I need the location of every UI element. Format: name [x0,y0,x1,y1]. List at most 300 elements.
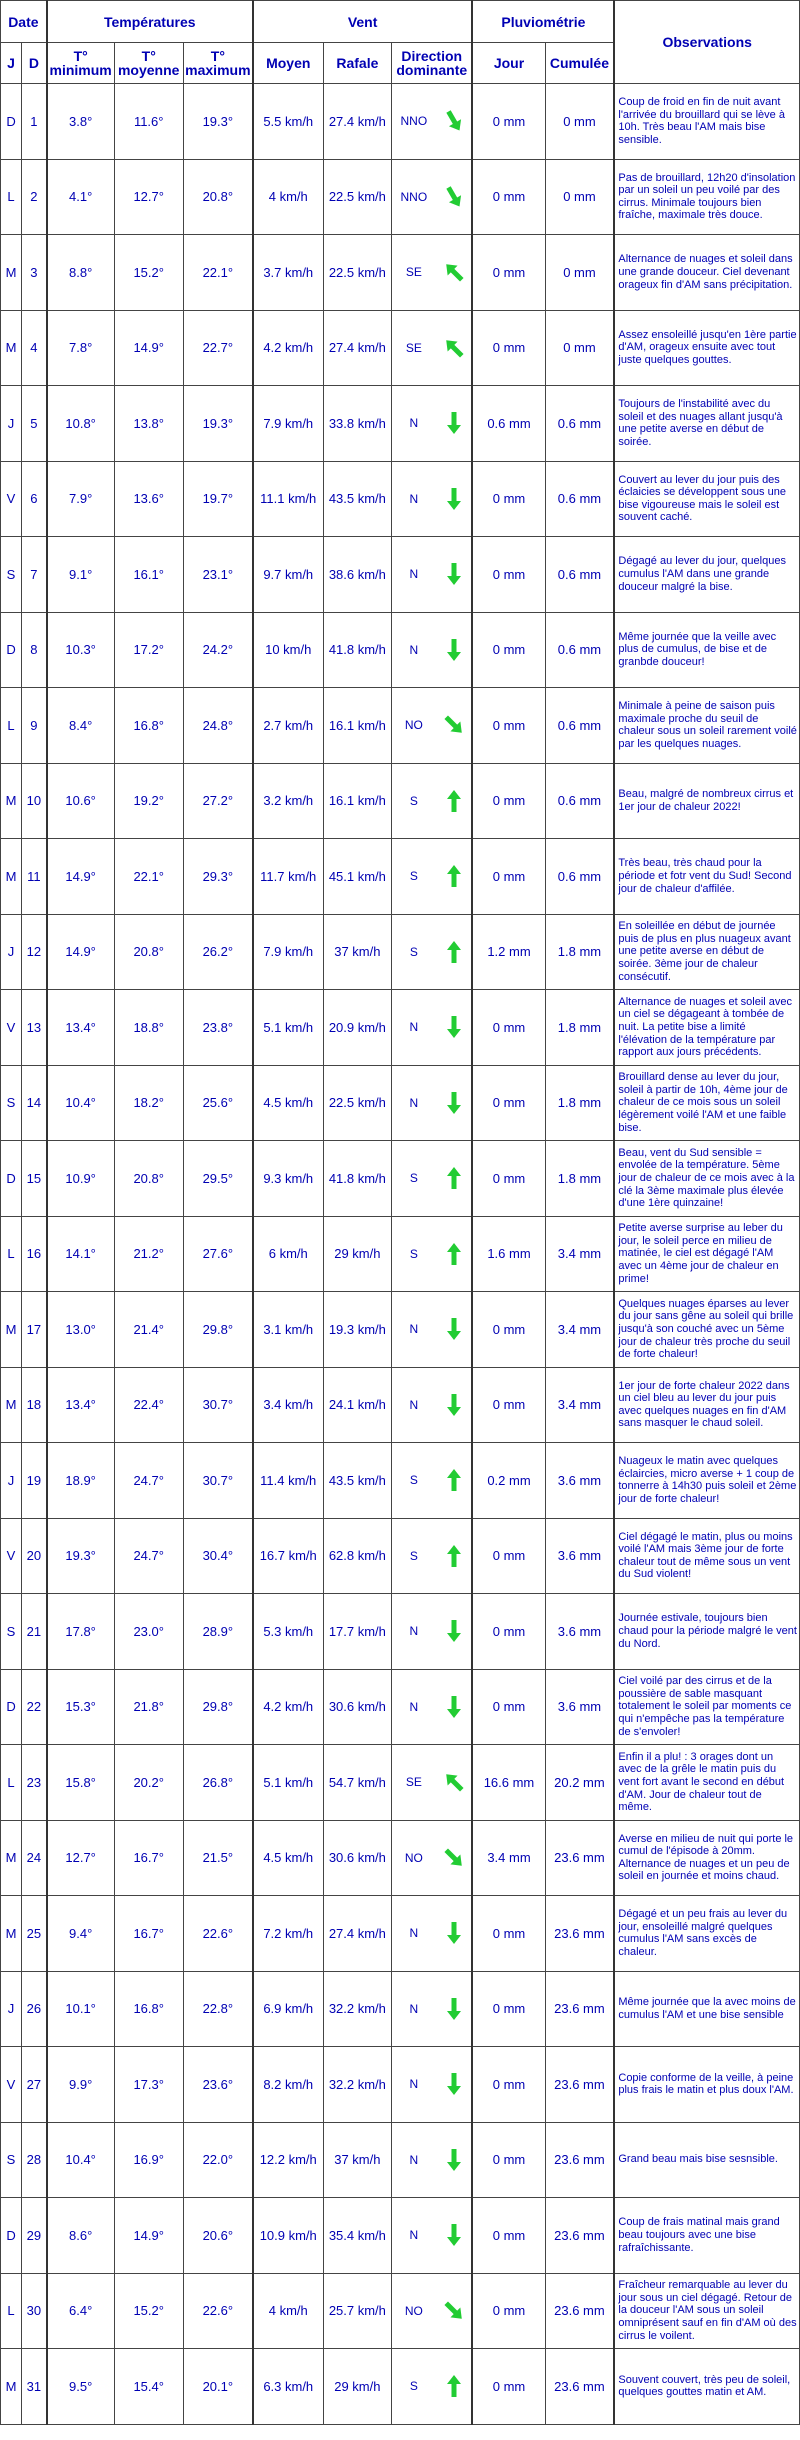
table-row [1,839,800,915]
wind-direction: N [392,461,436,537]
day-letter: S [1,2122,22,2198]
wind-gust: 22.5 km/h [323,235,391,311]
table-row [1,2047,800,2123]
table-row [1,763,800,839]
temp-avg: 17.2° [114,612,183,688]
temp-avg: 16.8° [114,1971,183,2047]
temp-avg: 22.4° [114,1367,183,1443]
temp-avg: 16.7° [114,1820,183,1896]
observation: Souvent couvert, très peu de soleil, quelques gouttes matin et AM. [614,2349,799,2425]
wind-arrow-icon [443,788,465,814]
temp-avg: 21.2° [114,1216,183,1292]
rain-cumulative: 23.6 mm [545,2122,614,2198]
day-number: 7 [22,537,47,613]
wind-direction: N [392,1896,436,1972]
table-row [1,1594,800,1670]
rain-cumulative: 3.6 mm [545,1669,614,1745]
observation: Averse en milieu de nuit qui porte le cumul de l'épisode à 20mm. Alternance de nuages et un peu de soleil en journée et moins chaud. [614,1820,799,1896]
rain-cumulative: 0.6 mm [545,537,614,613]
table-row [1,1292,800,1368]
wind-arrow-icon [443,1996,465,2022]
rain-day: 0 mm [472,1518,545,1594]
temp-min: 13.0° [47,1292,114,1368]
temp-avg: 16.7° [114,1896,183,1972]
table-row [1,1669,800,1745]
temp-max: 27.6° [183,1216,252,1292]
temp-max: 26.8° [183,1745,252,1821]
wind-direction: SE [392,310,436,386]
wind-arrow-icon [443,1467,465,1493]
day-letter: M [1,310,22,386]
wind-gust: 19.3 km/h [323,1292,391,1368]
wind-arrow [436,990,473,1066]
wind-arrow [436,2349,473,2425]
observation: 1er jour de forte chaleur 2022 dans un ciel bleu au lever du jour puis avec quelques nuages en fin d'AM sans masquer le chaud soleil. [614,1367,799,1443]
temp-min: 15.8° [47,1745,114,1821]
table-row [1,159,800,235]
day-letter: M [1,2349,22,2425]
wind-gust: 20.9 km/h [323,990,391,1066]
wind-arrow-icon [443,1543,465,1569]
day-letter: V [1,990,22,1066]
day-number: 25 [22,1896,47,1972]
wind-direction: N [392,612,436,688]
wind-direction: N [392,1367,436,1443]
wind-arrow [436,1065,473,1141]
wind-arrow [436,235,473,311]
temp-max: 29.8° [183,1669,252,1745]
wind-direction: N [392,1065,436,1141]
observation: Très beau, très chaud pour la période et fotr vent du Sud! Second jour de chaleur d'affilée. [614,839,799,915]
observation: Couvert au lever du jour puis des éclaicies se développent sous une bise vigoureuse mais le soleil est souvent caché. [614,461,799,537]
rain-day: 16.6 mm [472,1745,545,1821]
table-row [1,2349,800,2425]
table-row [1,688,800,764]
observation: Ciel voilé par des cirrus et de la poussière de sable masquant totalement le soleil par moments ce qui n'empêche pas la température de s'envoler! [614,1669,799,1745]
temp-avg: 18.2° [114,1065,183,1141]
rain-cumulative: 3.4 mm [545,1216,614,1292]
temp-min: 13.4° [47,1367,114,1443]
rain-cumulative: 0.6 mm [545,839,614,915]
day-number: 26 [22,1971,47,2047]
rain-day: 0 mm [472,612,545,688]
table-row [1,1367,800,1443]
temp-avg: 15.2° [114,235,183,311]
wind-gust: 16.1 km/h [323,688,391,764]
temp-min: 7.8° [47,310,114,386]
wind-avg: 5.1 km/h [253,990,323,1066]
header-tmax: T° maximum [183,43,252,84]
wind-gust: 25.7 km/h [323,2273,391,2349]
header-vent: Vent [253,1,473,43]
wind-avg: 3.7 km/h [253,235,323,311]
temp-min: 14.9° [47,914,114,990]
wind-arrow [436,2122,473,2198]
wind-gust: 16.1 km/h [323,763,391,839]
wind-avg: 6.3 km/h [253,2349,323,2425]
wind-arrow-icon [443,712,465,738]
temp-max: 30.7° [183,1367,252,1443]
table-row [1,84,800,160]
wind-avg: 3.2 km/h [253,763,323,839]
temp-max: 22.8° [183,1971,252,2047]
observation: Même journée que la avec moins de cumulus l'AM et une bise sensible [614,1971,799,2047]
observation: Minimale à peine de saison puis maximale proche du seuil de chaleur sous un soleil rarement voilé par les quelques nuages. [614,688,799,764]
wind-avg: 6.9 km/h [253,1971,323,2047]
day-number: 5 [22,386,47,462]
temp-min: 9.1° [47,537,114,613]
temp-min: 10.8° [47,386,114,462]
rain-day: 0 mm [472,2198,545,2274]
temp-max: 22.6° [183,1896,252,1972]
wind-direction: S [392,1216,436,1292]
wind-direction: S [392,839,436,915]
day-letter: J [1,386,22,462]
table-row [1,235,800,311]
wind-direction: S [392,1141,436,1217]
day-letter: M [1,1292,22,1368]
day-letter: M [1,1367,22,1443]
wind-arrow-icon [443,2147,465,2173]
wind-arrow [436,839,473,915]
day-number: 6 [22,461,47,537]
observation: Enfin il a plu! : 3 orages dont un avec de la grêle le matin puis du vent fort avant le second en début d'AM. Jour de chaleur tout de même. [614,1745,799,1821]
table-row [1,1216,800,1292]
temp-min: 10.4° [47,2122,114,2198]
temp-avg: 19.2° [114,763,183,839]
wind-arrow-icon [443,1920,465,1946]
day-letter: S [1,1065,22,1141]
header-tmoy: T° moyenne [114,43,183,84]
temp-avg: 23.0° [114,1594,183,1670]
wind-direction: S [392,2349,436,2425]
day-number: 9 [22,688,47,764]
header-date: Date [1,1,47,43]
rain-cumulative: 1.8 mm [545,990,614,1066]
table-row [1,2198,800,2274]
temp-min: 15.3° [47,1669,114,1745]
header-cumulee: Cumulée [545,43,614,84]
temp-avg: 24.7° [114,1443,183,1519]
wind-arrow [436,2047,473,2123]
day-letter: J [1,1971,22,2047]
header-temperatures: Températures [47,1,253,43]
wind-direction: N [392,2198,436,2274]
wind-arrow-icon [443,2298,465,2324]
wind-arrow-icon [443,410,465,436]
rain-cumulative: 0 mm [545,159,614,235]
day-number: 2 [22,159,47,235]
wind-avg: 4.5 km/h [253,1065,323,1141]
temp-avg: 13.8° [114,386,183,462]
day-number: 18 [22,1367,47,1443]
table-row [1,537,800,613]
wind-avg: 11.1 km/h [253,461,323,537]
wind-avg: 11.7 km/h [253,839,323,915]
observation: Toujours de l'instabilité avec du soleil et des nuages allant jusqu'à une petite averse en début de soirée. [614,386,799,462]
rain-day: 0 mm [472,1292,545,1368]
day-number: 20 [22,1518,47,1594]
day-number: 1 [22,84,47,160]
observation: Nuageux le matin avec quelques éclaircies, micro averse + 1 coup de tonnerre à 14h30 puis soleil et 2ème jour de forte chaleur! [614,1443,799,1519]
temp-max: 26.2° [183,914,252,990]
observation: Pas de brouillard, 12h20 d'insolation par un soleil un peu voilé par des cirrus. Minimale toujours bien fraîche, maximale très douce. [614,159,799,235]
day-letter: V [1,2047,22,2123]
rain-day: 3.4 mm [472,1820,545,1896]
temp-min: 14.9° [47,839,114,915]
temp-max: 28.9° [183,1594,252,1670]
temp-min: 12.7° [47,1820,114,1896]
wind-direction: N [392,1292,436,1368]
wind-gust: 43.5 km/h [323,1443,391,1519]
wind-arrow-icon [443,1694,465,1720]
rain-day: 0 mm [472,839,545,915]
day-number: 13 [22,990,47,1066]
rain-cumulative: 3.6 mm [545,1443,614,1519]
temp-min: 10.4° [47,1065,114,1141]
day-number: 14 [22,1065,47,1141]
day-letter: L [1,2273,22,2349]
wind-arrow [436,1292,473,1368]
rain-day: 0 mm [472,310,545,386]
rain-cumulative: 0 mm [545,84,614,160]
wind-gust: 30.6 km/h [323,1820,391,1896]
temp-avg: 16.1° [114,537,183,613]
table-row [1,386,800,462]
rain-cumulative: 0 mm [545,235,614,311]
header-tmin: T° minimum [47,43,114,84]
day-letter: J [1,914,22,990]
wind-arrow-icon [443,2071,465,2097]
wind-arrow-icon [443,486,465,512]
rain-cumulative: 23.6 mm [545,2273,614,2349]
day-number: 24 [22,1820,47,1896]
observation: Fraîcheur remarquable au lever du jour sous un ciel dégagé. Retour de la douceur l'AM sous un soleil omniprésent sauf en fin d'AM où des cirrus le voilent. [614,2273,799,2349]
wind-arrow-icon [443,637,465,663]
rain-day: 0.2 mm [472,1443,545,1519]
wind-gust: 22.5 km/h [323,159,391,235]
temp-min: 4.1° [47,159,114,235]
table-row [1,1518,800,1594]
rain-day: 1.2 mm [472,914,545,990]
table-row [1,2273,800,2349]
header-j: J [1,43,22,84]
header-rafale: Rafale [323,43,391,84]
wind-arrow [436,688,473,764]
wind-gust: 29 km/h [323,2349,391,2425]
rain-day: 0 mm [472,235,545,311]
temp-max: 25.6° [183,1065,252,1141]
wind-gust: 30.6 km/h [323,1669,391,1745]
rain-cumulative: 3.4 mm [545,1367,614,1443]
day-number: 15 [22,1141,47,1217]
header-jour: Jour [472,43,545,84]
wind-direction: NNO [392,159,436,235]
wind-avg: 4.2 km/h [253,310,323,386]
wind-direction: NO [392,2273,436,2349]
wind-gust: 17.7 km/h [323,1594,391,1670]
temp-min: 6.4° [47,2273,114,2349]
wind-arrow [436,159,473,235]
day-letter: V [1,461,22,537]
observation: Alternance de nuages et soleil avec un ciel se dégageant à tombée de nuit. La petite bise a limité l'élévation de la température par rapport aux jours précédents. [614,990,799,1066]
wind-gust: 43.5 km/h [323,461,391,537]
wind-arrow-icon [443,1769,465,1795]
wind-arrow-icon [443,2373,465,2399]
rain-day: 0 mm [472,1065,545,1141]
day-number: 10 [22,763,47,839]
rain-cumulative: 0.6 mm [545,386,614,462]
rain-day: 0 mm [472,537,545,613]
day-number: 8 [22,612,47,688]
wind-direction: N [392,1971,436,2047]
wind-avg: 3.4 km/h [253,1367,323,1443]
wind-arrow-icon [443,939,465,965]
temp-max: 20.1° [183,2349,252,2425]
temp-avg: 15.4° [114,2349,183,2425]
rain-cumulative: 23.6 mm [545,2349,614,2425]
temp-min: 10.1° [47,1971,114,2047]
table-row [1,1896,800,1972]
temp-min: 9.4° [47,1896,114,1972]
wind-direction: S [392,1443,436,1519]
observation: Copie conforme de la veille, à peine plus frais le matin et plus doux l'AM. [614,2047,799,2123]
rain-day: 0 mm [472,1669,545,1745]
temp-avg: 17.3° [114,2047,183,2123]
wind-gust: 35.4 km/h [323,2198,391,2274]
wind-avg: 7.2 km/h [253,1896,323,1972]
wind-gust: 27.4 km/h [323,310,391,386]
wind-avg: 4 km/h [253,2273,323,2349]
day-letter: M [1,235,22,311]
wind-arrow-icon [443,335,465,361]
wind-arrow [436,2273,473,2349]
table-row [1,612,800,688]
wind-direction: N [392,537,436,613]
temp-avg: 13.6° [114,461,183,537]
day-letter: M [1,1896,22,1972]
wind-arrow-icon [443,1090,465,1116]
day-letter: L [1,688,22,764]
rain-day: 1.6 mm [472,1216,545,1292]
temp-min: 3.8° [47,84,114,160]
wind-arrow [436,1594,473,1670]
temp-min: 8.8° [47,235,114,311]
rain-day: 0 mm [472,2122,545,2198]
observation: Assez ensoleillé jusqu'en 1ère partie d'AM, orageux ensuite avec tout juste quelques gouttes. [614,310,799,386]
temp-avg: 24.7° [114,1518,183,1594]
wind-direction: N [392,1669,436,1745]
wind-arrow [436,1443,473,1519]
temp-max: 29.8° [183,1292,252,1368]
rain-cumulative: 0.6 mm [545,763,614,839]
observation: En soleillée en début de journée puis de plus en plus nuageux avant une petite averse en début de soirée. 3ème jour de chaleur consécutif. [614,914,799,990]
temp-min: 13.4° [47,990,114,1066]
wind-avg: 9.3 km/h [253,1141,323,1217]
wind-avg: 10 km/h [253,612,323,688]
temp-max: 22.7° [183,310,252,386]
wind-arrow-icon [443,2222,465,2248]
wind-arrow [436,461,473,537]
wind-arrow-icon [443,1241,465,1267]
day-letter: D [1,612,22,688]
temp-avg: 20.8° [114,1141,183,1217]
day-letter: D [1,2198,22,2274]
day-number: 31 [22,2349,47,2425]
rain-day: 0 mm [472,1594,545,1670]
wind-direction: N [392,1594,436,1670]
rain-day: 0 mm [472,688,545,764]
wind-arrow [436,1518,473,1594]
day-number: 28 [22,2122,47,2198]
rain-cumulative: 3.6 mm [545,1518,614,1594]
wind-direction: N [392,990,436,1066]
temp-max: 19.7° [183,461,252,537]
rain-cumulative: 3.6 mm [545,1594,614,1670]
rain-day: 0 mm [472,1141,545,1217]
day-letter: D [1,84,22,160]
table-row [1,2122,800,2198]
temp-max: 30.7° [183,1443,252,1519]
rain-cumulative: 1.8 mm [545,1065,614,1141]
wind-arrow-icon [443,259,465,285]
observation: Dégagé et un peu frais au lever du jour, ensoleillé malgré quelques cumulus l'AM sans excès de chaleur. [614,1896,799,1972]
temp-min: 18.9° [47,1443,114,1519]
table-row [1,990,800,1066]
wind-arrow [436,537,473,613]
rain-cumulative: 23.6 mm [545,2198,614,2274]
day-number: 11 [22,839,47,915]
day-letter: M [1,839,22,915]
observation: Coup de frais matinal mais grand beau toujours avec une bise rafraîchissante. [614,2198,799,2274]
wind-avg: 9.7 km/h [253,537,323,613]
wind-direction: N [392,2122,436,2198]
wind-gust: 27.4 km/h [323,1896,391,1972]
table-body [1,84,800,2425]
wind-avg: 7.9 km/h [253,386,323,462]
wind-direction: S [392,763,436,839]
wind-avg: 16.7 km/h [253,1518,323,1594]
wind-avg: 10.9 km/h [253,2198,323,2274]
wind-gust: 33.8 km/h [323,386,391,462]
wind-direction: SE [392,235,436,311]
table-row [1,1065,800,1141]
day-number: 22 [22,1669,47,1745]
day-letter: D [1,1141,22,1217]
wind-arrow-icon [443,1165,465,1191]
wind-gust: 54.7 km/h [323,1745,391,1821]
temp-max: 29.3° [183,839,252,915]
header-moyen: Moyen [253,43,323,84]
wind-arrow [436,1745,473,1821]
wind-direction: S [392,914,436,990]
table-row [1,310,800,386]
rain-cumulative: 1.8 mm [545,914,614,990]
temp-avg: 20.2° [114,1745,183,1821]
rain-cumulative: 0.6 mm [545,461,614,537]
header-d: D [22,43,47,84]
table-row [1,1820,800,1896]
day-letter: V [1,1518,22,1594]
temp-avg: 14.9° [114,310,183,386]
wind-arrow [436,84,473,160]
wind-arrow [436,1669,473,1745]
rain-day: 0 mm [472,990,545,1066]
wind-arrow-icon [443,1392,465,1418]
rain-day: 0 mm [472,1971,545,2047]
table-row [1,1971,800,2047]
day-letter: L [1,1745,22,1821]
